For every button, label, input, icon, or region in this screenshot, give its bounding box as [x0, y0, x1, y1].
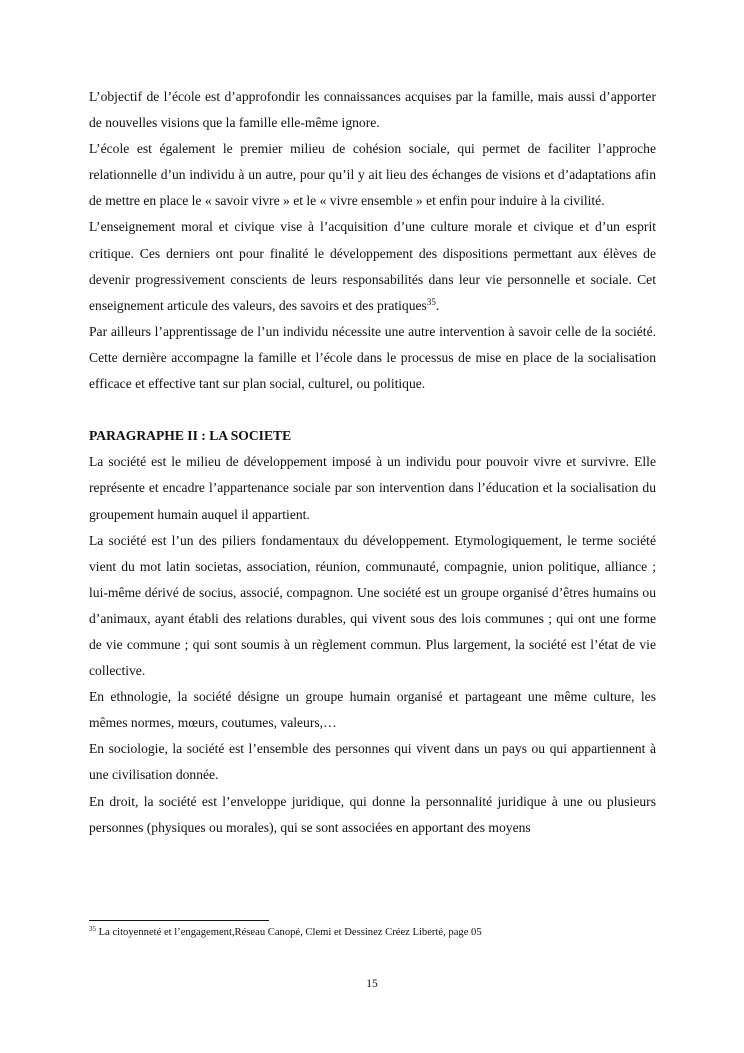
footnote — [89, 926, 689, 940]
footnote-text: La citoyenneté et l’engagement,Réseau Canopé, Clemi et Dessinez Créez Liberté, page 05 — [96, 927, 482, 938]
footnote-reference[interactable]: 35 — [426, 296, 436, 307]
paragraph: La société est l’un des piliers fondamentaux du développement. Etymologiquement, le terme société vient du mot latin societas, association, réunion, communauté, compagnie, union politique, alliance ; lui-même dérivé de socius, associé, compagnon. Une société est un groupe organisé d’êtres humains ou d’animaux, ayant établi des relations durables, qui vivent sous des lois communes ; qui ont une forme de vie commune ; qui sont soumis à un règlement commun. Plus largement, la société est l’état de vie collective. — [89, 532, 656, 679]
paragraph: L’objectif de l’école est d’approfondir les connaissances acquises par la famille, mais aussi d’apporter de nouvelles visions que la famille elle-même ignore. — [89, 89, 656, 131]
footnote-number: 35 — [89, 925, 96, 933]
section-heading: PARAGRAPHE II : LA SOCIETE — [89, 428, 292, 444]
body-text — [89, 84, 656, 841]
paragraph-text: L’enseignement moral et civique vise à l’acquisition d’une culture morale et civique et d’un esprit critique. Ces derniers ont pour finalité le développement des dispositions permettant aux élèves de devenir progressivement conscients de leurs responsabilités dans leur vie personnelle et sociale. Cet enseignement articule des valeurs, des savoirs et des pratiques — [89, 219, 656, 313]
paragraph: En sociologie, la société est l’ensemble des personnes qui vivent dans un pays ou qui appartiennent à une civilisation donnée. — [89, 741, 656, 783]
paragraph: La société est le milieu de développement imposé à un individu pour pouvoir vivre et survivre. Elle représente et encadre l’appartenance sociale par son intervention dans l’éducation et la socialisation du groupement humain auquel il appartient. — [89, 454, 656, 522]
page-number: 15 — [366, 978, 378, 990]
blank-line — [89, 397, 656, 423]
paragraph: En droit, la société est l’enveloppe juridique, qui donne la personnalité juridique à une ou plusieurs personnes (physiques ou morales), qui se sont associées en apportant des moyens — [89, 793, 656, 835]
paragraph-with-footnote — [89, 214, 656, 318]
paragraph: L’école est également le premier milieu de cohésion sociale, qui permet de faciliter l’approche relationnelle d’un individu à un autre, pour qu’il y ait lieu des échanges de visions et d’adaptations afin de mettre en place le « savoir vivre » et le « vivre ensemble » et enfin pour induire à la civilité. — [89, 141, 656, 209]
paragraph: En ethnologie, la société désigne un groupe humain organisé et partageant une même culture, les mêmes normes, mœurs, coutumes, valeurs,… — [89, 689, 656, 731]
paragraph-end: . — [435, 297, 440, 313]
footnote-divider — [89, 920, 269, 921]
paragraph: Par ailleurs l’apprentissage de l’un individu nécessite une autre intervention à savoir celle de la société. Cette dernière accompagne la famille et l’école dans le processus de mise en place de la socialisation efficace et effective tant sur plan social, culturel, ou politique. — [89, 323, 656, 392]
